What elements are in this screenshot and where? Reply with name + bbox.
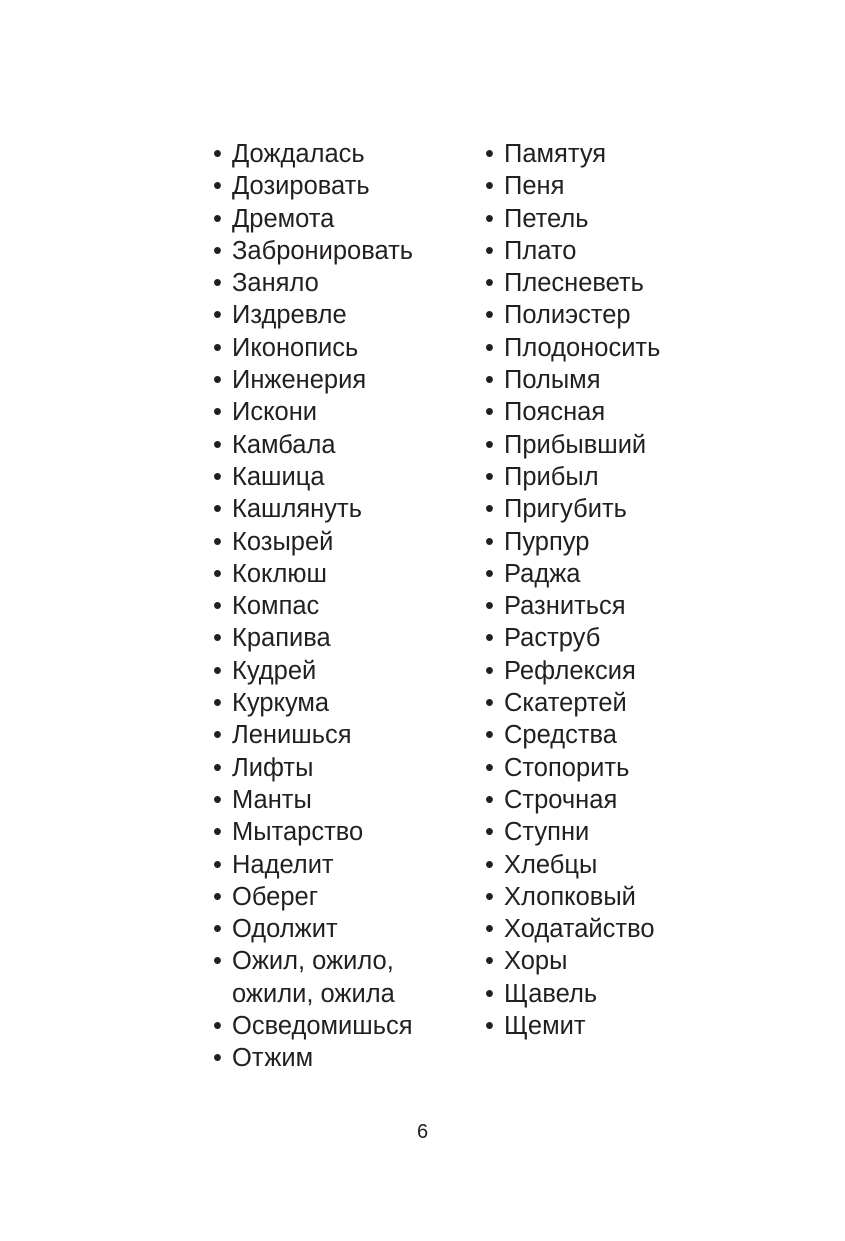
bullet-icon: • (485, 947, 494, 976)
list-item-text: Оберег (232, 882, 319, 911)
list-item (213, 1042, 463, 1074)
list-item (485, 881, 735, 913)
list-item-text: Памятуя (504, 140, 607, 168)
list-item-text: Прибывший (504, 430, 647, 459)
bullet-icon: • (485, 882, 494, 911)
list-item (485, 719, 735, 751)
list-item-text: Плодоносить (504, 333, 661, 362)
list-item (213, 687, 463, 719)
list-item (485, 299, 735, 331)
list-item-text: Лифты (232, 753, 314, 782)
bullet-icon: • (485, 140, 494, 168)
list-item-text: Хлебцы (504, 850, 598, 879)
bullet-icon: • (485, 527, 494, 556)
bullet-icon: • (485, 1012, 494, 1041)
bullet-icon: • (213, 882, 222, 911)
bullet-icon: • (485, 462, 494, 491)
bullet-icon: • (213, 818, 222, 847)
list-item (213, 461, 463, 493)
bullet-icon: • (213, 559, 222, 588)
list-item (485, 1010, 735, 1042)
list-item (485, 364, 735, 396)
list-item (213, 816, 463, 848)
list-item (213, 526, 463, 558)
bullet-icon: • (485, 624, 494, 653)
word-list-left-column (213, 138, 463, 1075)
list-item-text: Плато (504, 236, 577, 265)
list-item (213, 429, 463, 461)
list-item-text: Хоры (504, 947, 568, 976)
list-item (485, 493, 735, 525)
bullet-icon: • (485, 785, 494, 814)
list-item-text: Раджа (504, 559, 581, 588)
list-item (213, 945, 463, 1010)
list-item (213, 493, 463, 525)
bullet-icon: • (485, 721, 494, 750)
list-item (485, 170, 735, 202)
list-item-text: Забронировать (232, 236, 414, 265)
list-item-text: Ходатайство (504, 915, 655, 944)
list-item-text: Кашлянуть (232, 495, 362, 524)
list-item-text: Издревле (232, 301, 347, 330)
list-item (213, 558, 463, 590)
bullet-icon: • (485, 204, 494, 233)
bullet-icon: • (213, 915, 222, 944)
list-item-text: Скатертей (504, 689, 627, 718)
list-item-text: Коклюш (232, 559, 327, 588)
list-item-text: Иконопись (232, 333, 359, 362)
bullet-icon: • (213, 592, 222, 621)
bullet-icon: • (213, 785, 222, 814)
list-item-text: Осведомишься (232, 1012, 413, 1041)
list-item (485, 461, 735, 493)
list-item-text: Раструб (504, 624, 601, 653)
bullet-icon: • (485, 301, 494, 330)
list-item-text: Полиэстер (504, 301, 631, 330)
list-item (213, 170, 463, 202)
list-item-text: Отжим (232, 1044, 314, 1073)
list-item-text: Заняло (232, 269, 319, 298)
list-item (485, 752, 735, 784)
list-item (213, 332, 463, 364)
bullet-icon: • (213, 398, 222, 427)
bullet-icon: • (213, 333, 222, 362)
list-item-text: Стопорить (504, 753, 630, 782)
bullet-icon: • (485, 430, 494, 459)
list-item (485, 945, 735, 977)
bullet-icon: • (213, 269, 222, 298)
list-item-text: Дождалась (232, 140, 365, 168)
list-item-text: Кудрей (232, 656, 317, 685)
list-item (485, 138, 735, 170)
list-item-text: Полымя (504, 366, 601, 395)
bullet-icon: • (213, 721, 222, 750)
list-item (213, 138, 463, 170)
list-item (213, 203, 463, 235)
bullet-icon: • (213, 1044, 222, 1073)
list-item-text: Пригубить (504, 495, 627, 524)
bullet-icon: • (485, 172, 494, 201)
list-item (213, 719, 463, 751)
list-item (485, 655, 735, 687)
list-item (485, 203, 735, 235)
list-item-text: Разниться (504, 592, 626, 621)
list-item (213, 655, 463, 687)
list-item (485, 332, 735, 364)
bullet-icon: • (485, 689, 494, 718)
list-item-text: Дозировать (232, 172, 370, 201)
bullet-icon: • (485, 398, 494, 427)
list-item (213, 299, 463, 331)
list-item (485, 978, 735, 1010)
bullet-icon: • (213, 140, 222, 168)
bullet-icon: • (485, 333, 494, 362)
list-item-text: Ожил, ожило, (232, 947, 394, 976)
list-item-text: Наделит (232, 850, 334, 879)
list-item (485, 396, 735, 428)
list-item (485, 849, 735, 881)
list-item-text: Мытарство (232, 818, 364, 847)
list-item-text: Куркума (232, 689, 330, 718)
bullet-icon: • (213, 624, 222, 653)
list-item-text: Козырей (232, 527, 334, 556)
list-item-text: Щавель (504, 979, 598, 1008)
bullet-icon: • (213, 1012, 222, 1041)
bullet-icon: • (213, 495, 222, 524)
list-item-text: Строчная (504, 785, 618, 814)
list-item-text: Кашица (232, 462, 325, 491)
list-item-text: Прибыл (504, 462, 599, 491)
list-item-text: Ленишься (232, 721, 352, 750)
bullet-icon: • (213, 689, 222, 718)
bullet-icon: • (213, 656, 222, 685)
bullet-icon: • (485, 559, 494, 588)
bullet-icon: • (485, 850, 494, 879)
bullet-icon: • (213, 753, 222, 782)
list-item-text: Хлопковый (504, 882, 636, 911)
list-item (213, 396, 463, 428)
list-item (213, 622, 463, 654)
list-item-text: Инженерия (232, 366, 367, 395)
list-item (485, 913, 735, 945)
bullet-icon: • (485, 495, 494, 524)
bullet-icon: • (213, 172, 222, 201)
list-item-text: Щемит (504, 1012, 586, 1041)
list-item (213, 752, 463, 784)
list-item-text: Пурпур (504, 527, 590, 556)
list-item-text: Крапива (232, 624, 331, 653)
list-item (213, 590, 463, 622)
list-item (485, 235, 735, 267)
list-item (485, 558, 735, 590)
bullet-icon: • (485, 366, 494, 395)
bullet-icon: • (213, 947, 222, 976)
bullet-icon: • (213, 204, 222, 233)
list-item-text: Манты (232, 785, 312, 814)
list-item-text: Компас (232, 592, 320, 621)
list-item-text: Петель (504, 204, 589, 233)
list-item (485, 816, 735, 848)
bullet-icon: • (485, 979, 494, 1008)
list-item-text: Рефлексия (504, 656, 636, 685)
bullet-icon: • (213, 366, 222, 395)
list-item (485, 784, 735, 816)
list-item-text: Искони (232, 398, 318, 427)
bullet-icon: • (213, 236, 222, 265)
list-item-text: Камбала (232, 430, 336, 459)
list-item-text: Одолжит (232, 915, 338, 944)
bullet-icon: • (213, 527, 222, 556)
list-item (213, 849, 463, 881)
list-item (485, 622, 735, 654)
bullet-icon: • (213, 430, 222, 459)
bullet-icon: • (213, 462, 222, 491)
list-item (213, 881, 463, 913)
bullet-icon: • (485, 236, 494, 265)
bullet-icon: • (213, 301, 222, 330)
bullet-icon: • (485, 656, 494, 685)
list-item (485, 526, 735, 558)
list-item (213, 784, 463, 816)
bullet-icon: • (485, 818, 494, 847)
bullet-icon: • (485, 269, 494, 298)
list-item-text: Средства (504, 721, 617, 750)
list-item (213, 235, 463, 267)
list-item (485, 429, 735, 461)
word-list-right-column (485, 138, 735, 1042)
page-number: 6 (416, 1121, 429, 1143)
bullet-icon: • (485, 592, 494, 621)
list-item-text: Поясная (504, 398, 606, 427)
list-item (213, 1010, 463, 1042)
list-item (485, 590, 735, 622)
list-item-text: Ступни (504, 818, 590, 847)
list-item-text: Плесневеть (504, 269, 644, 298)
list-item (485, 267, 735, 299)
list-item (485, 687, 735, 719)
bullet-icon: • (485, 753, 494, 782)
list-item (213, 364, 463, 396)
list-item-text: ожили, ожила (232, 979, 395, 1008)
list-item-text: Дремота (232, 204, 335, 233)
list-item-text: Пеня (504, 172, 565, 201)
bullet-icon: • (213, 850, 222, 879)
bullet-icon: • (485, 915, 494, 944)
list-item (213, 913, 463, 945)
list-item (213, 267, 463, 299)
